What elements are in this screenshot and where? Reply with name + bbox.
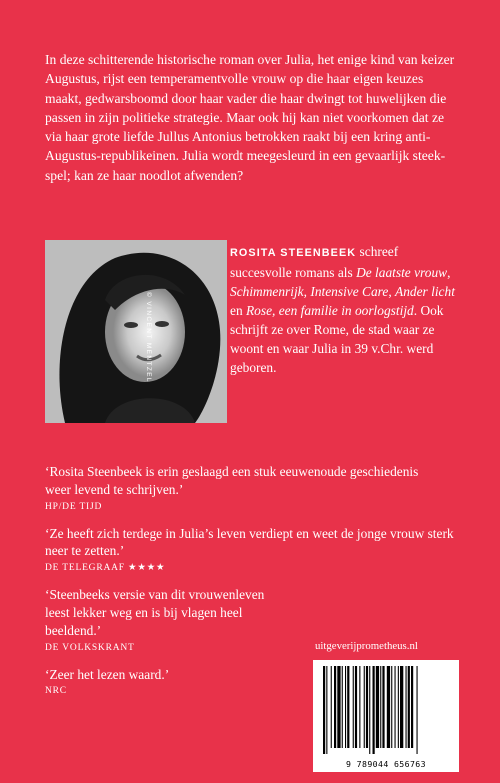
barcode-bar <box>408 666 410 748</box>
bio-text-2: . Ook schrijft ze over Rome, de stad waar ze woont en waar Julia in 39 v.Chr. werd geboren. <box>230 303 444 375</box>
barcode-bar <box>323 666 325 754</box>
bio-text-1: schreef succesvolle romans als <box>230 244 399 280</box>
barcode-bar <box>380 666 381 748</box>
barcode-bar <box>326 666 327 754</box>
barcode-bar <box>345 666 346 748</box>
quote-text: ‘Rosita Steenbeek is erin geslaagd een stuk eeuwenoude geschiedenis weer levend te schrijven.’ <box>45 464 419 497</box>
barcode-bar <box>337 666 340 748</box>
book-title-1: De laatste vrouw <box>356 265 448 280</box>
barcode-bar <box>376 666 379 748</box>
barcode-bar <box>417 666 418 754</box>
author-photo <box>45 240 227 423</box>
isbn-barcode <box>313 660 459 772</box>
barcode-bar <box>342 666 343 748</box>
barcode-bar <box>395 666 396 748</box>
author-portrait-illustration <box>45 240 227 423</box>
barcode-bar <box>369 666 370 754</box>
barcode-bar <box>391 666 392 748</box>
photo-credit: © VINCENT MENTZEL <box>145 292 152 383</box>
barcode-bar <box>331 666 332 748</box>
book-title-4: Ander licht <box>395 284 455 299</box>
bio-and: en <box>230 303 243 318</box>
book-blurb: In deze schitterende historische roman over Julia, het enige kind van keizer Augustus, rijst een temperamentvolle vrouw op die haar eigen keuzes maakt, gedwarsboomd door haar vader die haar dwingt tot huwelijken die passen in zijn politieke strategie. Maar ook hij kan niet voorkomen dat ze via haar grote liefde Jullus Antonius betrokken raakt bij een kring anti-Augustus-republikeinen. Julia wordt meegesleurd in een gevaarlijk steek-spel; kan ze haar noodlot afwenden? <box>45 52 455 183</box>
barcode-bar <box>411 666 413 748</box>
barcode-bar <box>347 666 349 748</box>
barcode-bar <box>355 666 357 748</box>
barcode-bar <box>373 666 375 754</box>
barcode-bar <box>398 666 399 748</box>
quote-source: NRC <box>45 686 67 697</box>
quote-source: DE TELEGRAAF ★★★★ <box>45 563 166 574</box>
quote-text: ‘Ze heeft zich terdege in Julia’s leven verdiept en weet de jonge vrouw sterk neer te zetten.’ <box>45 525 454 559</box>
quote-source: DE VOLKSKRANT <box>45 642 135 653</box>
book-title-3: Intensive Care <box>310 284 389 299</box>
publisher-url: uitgeverijprometheus.nl <box>315 640 418 652</box>
quote-text: ‘Zeer het lezen waard.’ <box>45 666 170 682</box>
book-title-5: Rose, een familie in oorlogstijd <box>246 303 414 318</box>
isbn-number: 9 789044 656763 <box>346 759 426 769</box>
barcode-bars <box>321 666 451 754</box>
barcode-bar <box>364 666 365 748</box>
author-name: ROSITA STEENBEEK <box>230 247 357 259</box>
barcode-bar <box>400 666 403 748</box>
bio-separator: , <box>303 284 307 299</box>
barcode-bar <box>366 666 368 748</box>
quote-source: HP/DE TIJD <box>45 501 103 512</box>
press-quote <box>45 525 455 576</box>
press-quote <box>45 463 455 514</box>
book-title-2: Schimmenrijk <box>230 284 304 299</box>
barcode-bar <box>406 666 407 748</box>
barcode-bar <box>353 666 354 748</box>
bio-separator: , <box>447 265 451 280</box>
bio-separator: , <box>388 284 392 299</box>
barcode-bar <box>387 666 390 748</box>
author-bio <box>230 242 458 377</box>
quote-text: ‘Steenbeeks versie van dit vrouwenleven leest lekker weg en is bij vlagen heel beeldend.’ <box>45 587 265 638</box>
barcode-bar <box>359 666 360 748</box>
barcode-bar <box>334 666 336 748</box>
barcode-bar <box>382 666 384 748</box>
